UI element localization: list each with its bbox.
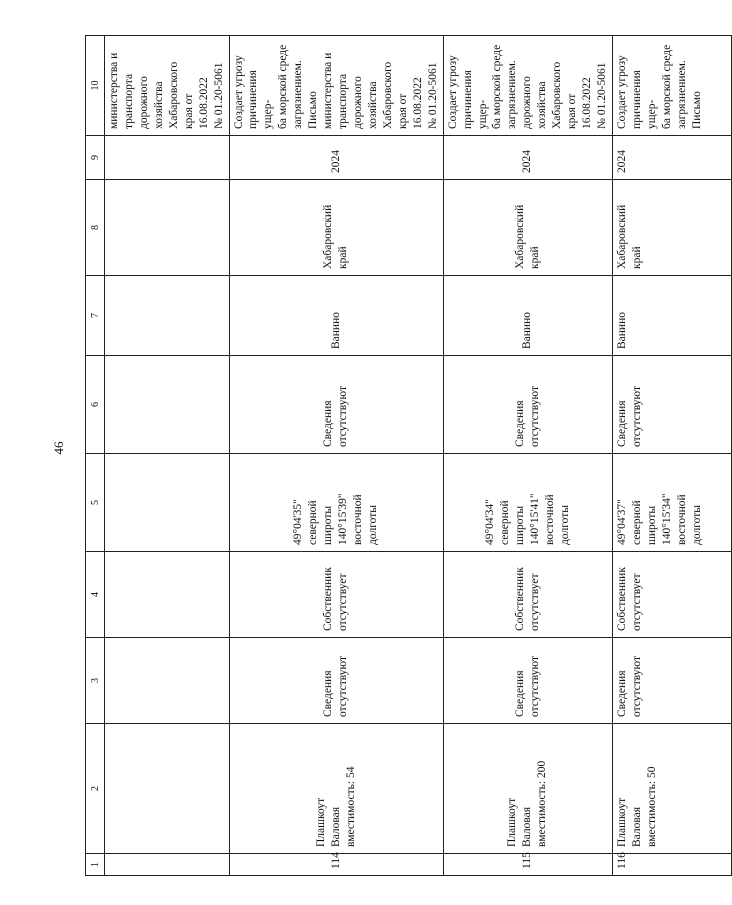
- cell-line: хозяйства: [536, 81, 549, 129]
- owner-cell: [612, 552, 731, 638]
- cell-line: Собственник: [322, 567, 335, 631]
- column-number: 7: [86, 276, 105, 356]
- cell-line: Создает угрозу: [615, 55, 628, 129]
- cell-line: дорожного: [137, 76, 150, 129]
- cell-line: восточной: [675, 494, 688, 545]
- cell-lines: [513, 186, 543, 269]
- info-cell: [443, 638, 612, 724]
- cell-line: министерства и: [108, 52, 120, 129]
- cell-line: министерства и: [322, 52, 335, 129]
- cell-line: отсутствует: [528, 573, 541, 631]
- cell-line: 140°15'39": [337, 493, 350, 545]
- cell-lines: [321, 362, 351, 447]
- cell-line: долготы: [690, 505, 703, 545]
- cell-line: северной широты: [630, 500, 658, 545]
- cell-line: Создает угрозу: [446, 55, 459, 129]
- cell-line: Хабаровский: [513, 204, 526, 269]
- cell-line: Валовая: [630, 806, 643, 847]
- row-number-cell: [105, 854, 230, 876]
- cell-line: края от 16.08.2022: [396, 77, 424, 129]
- cell-line: ба морской среде: [277, 44, 290, 129]
- cell-line: Сведения: [513, 670, 526, 717]
- cell-lines: [291, 460, 381, 545]
- year-cell: 2024: [612, 136, 731, 180]
- cell-lines: [615, 362, 645, 447]
- cell-line: Хабаровского: [381, 61, 394, 129]
- cell-line: отсутствуют: [337, 385, 350, 447]
- cell-lines: [321, 186, 351, 269]
- port-cell: [105, 276, 230, 356]
- note-cell: [612, 36, 731, 136]
- cell-line: причинения ущер-: [247, 70, 275, 129]
- cell-line: восточной: [543, 494, 556, 545]
- cell-lines: [446, 42, 610, 129]
- row-number-cell: 115: [443, 854, 612, 876]
- year-cell: 2024: [443, 136, 612, 180]
- coordinates-info-cell: [612, 356, 731, 454]
- vessel-cell: [229, 724, 443, 854]
- cell-line: отсутствует: [630, 573, 643, 631]
- cell-line: № 01.20-5061: [426, 62, 439, 129]
- cell-lines: [615, 558, 645, 631]
- port-cell: Ванино: [443, 276, 612, 356]
- cell-line: край: [528, 246, 541, 269]
- column-number: 3: [86, 638, 105, 724]
- vessel-table: [85, 35, 732, 876]
- row-number-cell: 114: [229, 854, 443, 876]
- coordinates-cell: [443, 454, 612, 552]
- cell-line: северной широты: [307, 500, 335, 545]
- cell-line: причинения ущер-: [630, 70, 658, 129]
- cell-line: загрязнением.: [506, 60, 519, 129]
- note-cell: [105, 36, 230, 136]
- cell-line: транспорта: [337, 73, 350, 129]
- cell-line: Валовая: [521, 806, 534, 847]
- cell-line: дорожного: [352, 76, 364, 129]
- cell-line: Сведения: [322, 670, 335, 717]
- port-cell: Ванино: [612, 276, 731, 356]
- cell-lines: [615, 730, 660, 847]
- year-cell: 2024: [229, 136, 443, 180]
- table-row: [105, 36, 230, 876]
- cell-line: Плашкоут: [506, 797, 519, 847]
- row-number-cell: 116: [612, 854, 731, 876]
- cell-line: № 01.20-5061: [596, 62, 608, 129]
- region-cell: [612, 180, 731, 276]
- column-number: 9: [86, 136, 105, 180]
- cell-line: Хабаровский: [615, 204, 628, 269]
- region-cell: [105, 180, 230, 276]
- cell-line: хозяйства: [152, 81, 165, 129]
- cell-line: ба морской среде: [660, 44, 673, 129]
- coordinates-info-cell: [105, 356, 230, 454]
- cell-line: вместимость: 54: [344, 766, 357, 847]
- cell-line: Хабаровского: [551, 61, 564, 129]
- cell-line: 140°15'41": [528, 493, 541, 545]
- cell-lines: [615, 186, 645, 269]
- vessel-cell: [443, 724, 612, 854]
- owner-cell: [105, 552, 230, 638]
- note-cell: [443, 36, 612, 136]
- cell-line: Сведения: [615, 400, 628, 447]
- cell-line: Собственник: [513, 567, 526, 631]
- cell-lines: [615, 42, 705, 129]
- cell-line: край: [337, 246, 350, 269]
- coordinates-info-cell: [229, 356, 443, 454]
- cell-line: долготы: [366, 505, 379, 545]
- info-cell: [105, 638, 230, 724]
- cell-line: Сведения: [322, 400, 335, 447]
- note-cell: [229, 36, 443, 136]
- cell-line: отсутствуют: [528, 385, 541, 447]
- cell-line: восточной: [352, 494, 364, 545]
- cell-line: края от 16.08.2022: [182, 77, 210, 129]
- cell-lines: [505, 730, 550, 847]
- column-number: 6: [86, 356, 105, 454]
- table-row: [612, 36, 731, 876]
- cell-line: северной широты: [498, 500, 526, 545]
- cell-line: Плашкоут: [615, 797, 628, 847]
- cell-line: отсутствуют: [337, 655, 350, 717]
- cell-line: Собственник: [615, 567, 628, 631]
- cell-line: отсутствуют: [630, 385, 643, 447]
- vessel-cell: [105, 724, 230, 854]
- cell-line: вместимость: 50: [645, 766, 658, 847]
- cell-line: Письмо: [690, 91, 703, 129]
- cell-lines: [314, 730, 359, 847]
- coordinates-info-cell: [443, 356, 612, 454]
- cell-line: Создает угрозу: [232, 55, 245, 129]
- page-number: 46: [51, 441, 66, 455]
- cell-lines: [107, 42, 227, 129]
- vessel-cell: [612, 724, 731, 854]
- column-number: 2: [86, 724, 105, 854]
- coordinates-cell: [229, 454, 443, 552]
- cell-lines: [513, 558, 543, 631]
- column-number: 5: [86, 454, 105, 552]
- cell-line: 49°04'37": [615, 499, 628, 545]
- cell-line: отсутствует: [337, 573, 350, 631]
- column-number: 8: [86, 180, 105, 276]
- cell-lines: [321, 558, 351, 631]
- cell-line: 140°15'34": [660, 493, 673, 545]
- cell-lines: [615, 460, 705, 545]
- port-cell: Ванино: [229, 276, 443, 356]
- cell-lines: [513, 362, 543, 447]
- table-row: [229, 36, 443, 876]
- info-cell: [612, 638, 731, 724]
- cell-line: Плашкоут: [314, 797, 327, 847]
- info-cell: [229, 638, 443, 724]
- cell-line: загрязнением.: [292, 60, 305, 129]
- cell-line: 49°04'34": [483, 499, 496, 545]
- cell-lines: [615, 644, 645, 717]
- cell-line: края от 16.08.2022: [566, 77, 594, 129]
- cell-line: дорожного: [521, 76, 534, 129]
- region-cell: [443, 180, 612, 276]
- region-cell: [229, 180, 443, 276]
- cell-line: транспорта: [122, 73, 135, 129]
- rotated-table-container: [85, 36, 703, 876]
- column-number: 10: [86, 36, 105, 136]
- cell-line: отсутствуют: [528, 655, 541, 717]
- owner-cell: [443, 552, 612, 638]
- cell-line: край: [630, 246, 643, 269]
- cell-line: 49°04'35": [292, 499, 305, 545]
- coordinates-cell: [612, 454, 731, 552]
- year-cell: [105, 136, 230, 180]
- cell-line: вместимость: 200: [536, 760, 549, 847]
- table-row: [443, 36, 612, 876]
- cell-line: ба морской среде: [491, 44, 504, 129]
- column-number: 4: [86, 552, 105, 638]
- column-number: 1: [86, 854, 105, 876]
- cell-line: загрязнением.: [675, 60, 688, 129]
- owner-cell: [229, 552, 443, 638]
- cell-line: Сведения: [615, 670, 628, 717]
- cell-line: Сведения: [513, 400, 526, 447]
- cell-line: Хабаровского: [167, 61, 180, 129]
- cell-line: причинения ущер-: [461, 70, 489, 129]
- cell-line: хозяйства: [366, 81, 379, 129]
- cell-line: Письмо: [307, 91, 320, 129]
- cell-line: № 01.20-5061: [212, 62, 225, 129]
- cell-line: отсутствуют: [630, 655, 643, 717]
- cell-line: Валовая: [329, 806, 342, 847]
- cell-lines: [483, 460, 573, 545]
- cell-line: Хабаровский: [322, 204, 335, 269]
- cell-lines: [513, 644, 543, 717]
- cell-line: долготы: [558, 505, 571, 545]
- coordinates-cell: [105, 454, 230, 552]
- column-number-row: [86, 36, 105, 876]
- cell-lines: [321, 644, 351, 717]
- cell-lines: [232, 42, 441, 129]
